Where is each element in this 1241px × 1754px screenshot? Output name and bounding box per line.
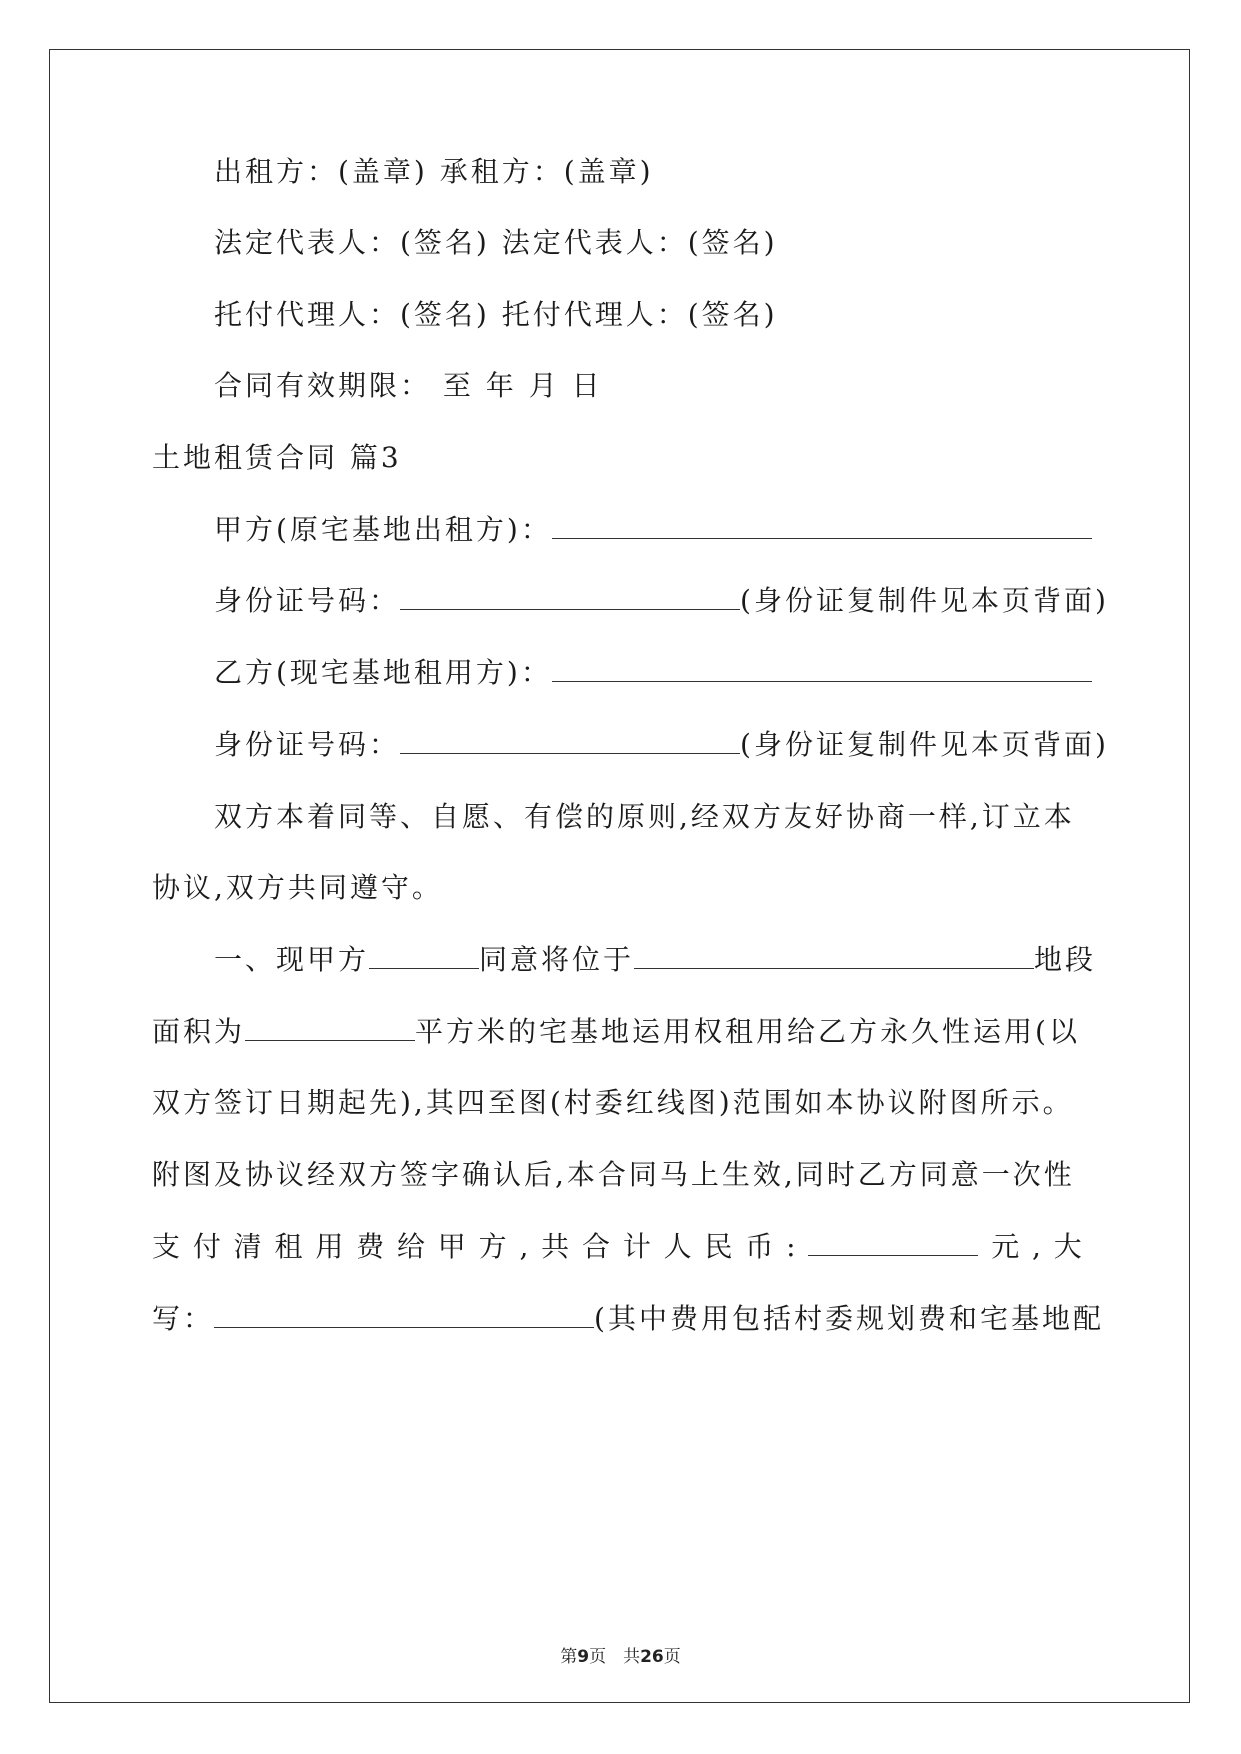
footer-middle: 页 共: [589, 1647, 641, 1667]
clause-1-line-1: [214, 940, 1096, 980]
location-blank: [634, 940, 1034, 969]
p6-char: 合: [582, 1230, 611, 1263]
paragraph-1-line-1: 双方本着同等、自愿、有偿的原则,经双方友好协商一样,订立本: [214, 800, 1075, 833]
p6-char: :: [786, 1230, 796, 1263]
id-b-blank: [400, 725, 740, 754]
id-b-note: (身份证复制件见本页背面): [740, 728, 1109, 761]
p6-end-char: 大: [1053, 1230, 1082, 1263]
id-a-label: 身份证号码：: [214, 584, 401, 617]
p6-end-char: 元: [991, 1230, 1020, 1263]
party-b-line: [214, 653, 1092, 693]
party-b-blank: [552, 653, 1092, 682]
clause-1-text-b: 同意将位于: [479, 943, 635, 976]
clause-1-line-6: [152, 1299, 1104, 1339]
p6-char: 人: [663, 1230, 692, 1263]
id-b-line: [214, 725, 1109, 765]
clause-1-text-a: 一、现甲方: [214, 943, 370, 976]
lessor-name-blank: [369, 940, 479, 969]
party-b-label: 乙方(现宅基地租用方)：: [214, 656, 552, 689]
page-number: 9: [577, 1647, 590, 1667]
p6-char: 付: [192, 1230, 221, 1263]
id-a-line: [214, 581, 1109, 621]
section-heading: 土地租赁合同 篇3: [152, 441, 402, 474]
p6-char: 支: [152, 1230, 181, 1263]
clause-1-line-5: [152, 1227, 1082, 1267]
id-a-blank: [400, 581, 740, 610]
paragraph-1-line-2: 协议,双方共同遵守。: [152, 871, 443, 904]
p6-char: 币: [745, 1230, 774, 1263]
p6-char: 给: [396, 1230, 425, 1263]
clause-1-fee-note: (其中费用包括村委规划费和宅基地配: [594, 1302, 1104, 1335]
party-a-blank: [552, 510, 1092, 539]
clause-1-text-c: 地段: [1034, 943, 1097, 976]
page-total: 26: [640, 1647, 664, 1667]
p6-char: 方: [478, 1230, 507, 1263]
party-a-line: [214, 510, 1092, 550]
footer-suffix: 页: [663, 1647, 681, 1667]
signature-line-agent: 托付代理人：(签名) 托付代理人：(签名): [214, 298, 778, 331]
signature-line-lessor-lessee: 出租方：(盖章) 承租方：(盖章): [214, 155, 654, 188]
clause-1-line-3: 双方签订日期起先),其四至图(村委红线图)范围如本协议附图所示。: [152, 1086, 1074, 1119]
amount-blank: [808, 1227, 978, 1256]
signature-line-legal-representative: 法定代表人：(签名) 法定代表人：(签名): [214, 226, 778, 259]
area-blank: [245, 1012, 415, 1041]
p6-char: 甲: [437, 1230, 466, 1263]
p6-end-char: ,: [1032, 1230, 1041, 1263]
page-footer: [0, 1645, 1241, 1669]
p6-char: 计: [622, 1230, 651, 1263]
id-b-label: 身份证号码：: [214, 728, 401, 761]
p6-char: ,: [519, 1230, 529, 1263]
p6-char: 共: [541, 1230, 570, 1263]
footer-prefix: 第: [560, 1647, 578, 1667]
contract-validity-line: 合同有效期限： 至 年 月 日: [214, 369, 603, 402]
p6-char: 清: [233, 1230, 262, 1263]
amount-words-label: 写：: [152, 1302, 215, 1335]
party-a-label: 甲方(原宅基地出租方)：: [214, 513, 552, 546]
p6-char: 用: [315, 1230, 344, 1263]
clause-1-area-label: 面积为: [152, 1015, 246, 1048]
clause-1-line-2: [152, 1012, 1080, 1052]
clause-1-area-text: 平方米的宅基地运用权租用给乙方永久性运用(以: [415, 1015, 1080, 1048]
p6-char: 租: [274, 1230, 303, 1263]
id-a-note: (身份证复制件见本页背面): [740, 584, 1109, 617]
amount-words-blank: [214, 1299, 594, 1328]
p6-char: 费: [356, 1230, 385, 1263]
p6-char: 民: [704, 1230, 733, 1263]
clause-1-line-4: 附图及协议经双方签字确认后,本合同马上生效,同时乙方同意一次性: [152, 1158, 1075, 1191]
